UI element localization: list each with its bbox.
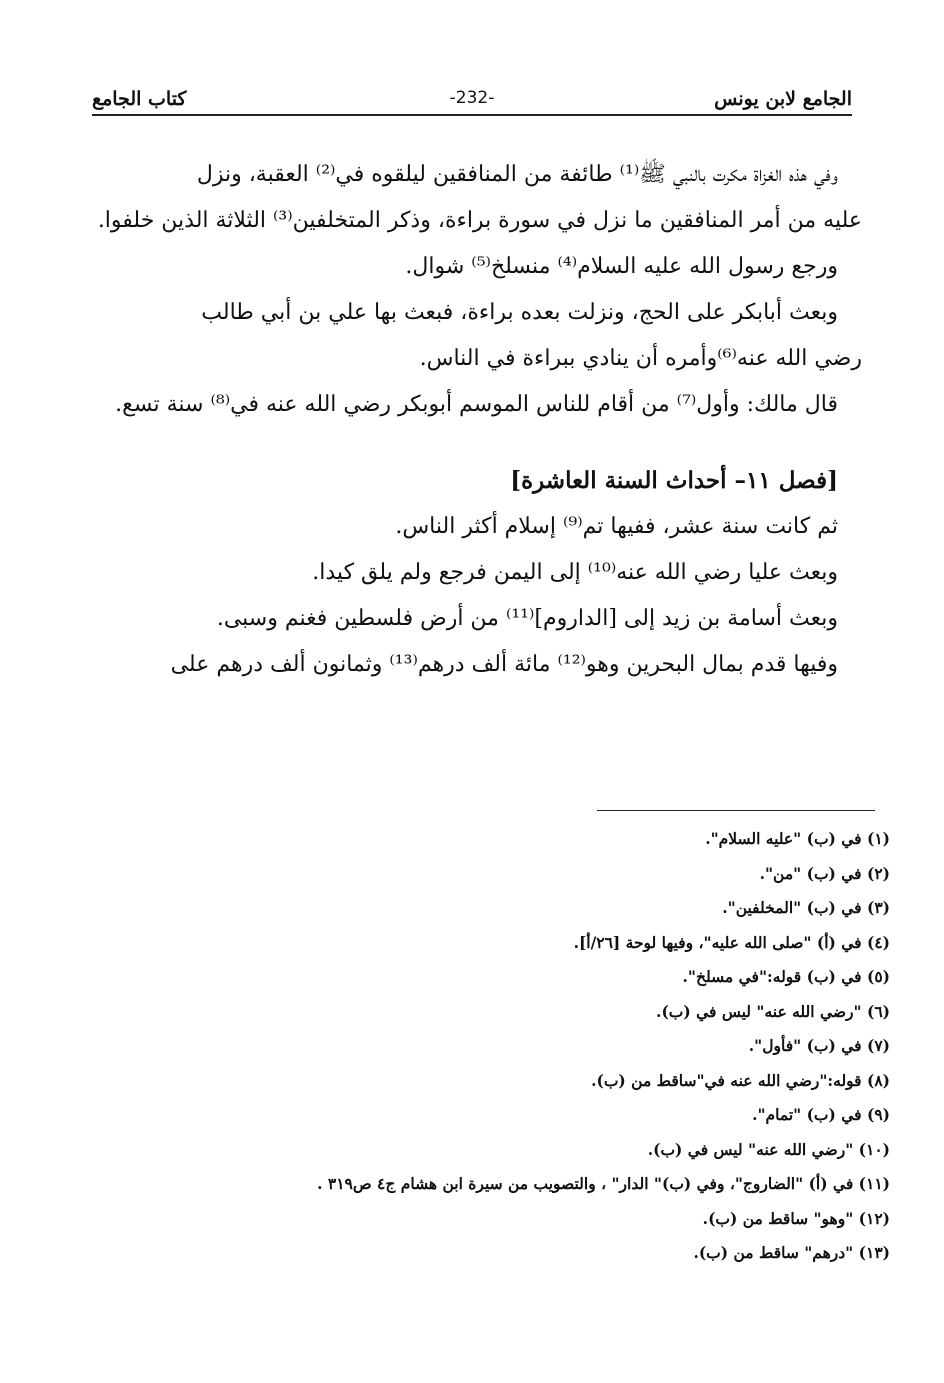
text-line: وبعث عليا رضي الله عنه⁽¹⁰⁾ إلى اليمن فرجع ولم يلق كيدا.	[312, 560, 838, 585]
footnote: (٥) في (ب) قوله:"في مسلخ".	[682, 967, 890, 986]
text-line: رضي الله عنه⁽⁶⁾وأمره أن ينادي ببراءة في الناس.	[419, 346, 862, 371]
footnote: (٧) في (ب) "فأول".	[748, 1036, 890, 1055]
text-line: وبعث أسامة بن زيد إلى [الداروم]⁽¹¹⁾ من أرض فلسطين فغنم وسبى.	[216, 606, 838, 631]
text-line: وفيها قدم بمال البحرين وهو⁽¹²⁾ مائة ألف درهم⁽¹³⁾ وثمانون ألف درهم على	[170, 652, 838, 677]
main-text	[92, 152, 862, 688]
book-section-title: كتاب الجامع	[92, 88, 187, 110]
section-heading: [فصل ١١– أحداث السنة العاشرة]	[510, 467, 838, 494]
footnote-separator	[597, 810, 875, 811]
footnote: (١٣) "درهم" ساقط من (ب).	[693, 1243, 890, 1262]
footnote: (١) في (ب) "عليه السلام".	[705, 829, 890, 848]
footnote: (٤) في (أ) "صلى الله عليه"، وفيها لوحة [٢٦/أ].	[573, 932, 890, 952]
footnotes	[250, 822, 890, 1271]
footnote: (٦) "رضي الله عنه" ليس في (ب).	[656, 1001, 890, 1021]
footnote: (١٠) "رضي الله عنه" ليس في (ب).	[647, 1139, 890, 1159]
footnote: (١٢) "وهو" ساقط من (ب).	[702, 1208, 890, 1228]
page-number: -232-	[449, 88, 495, 108]
text-line: عليه من أمر المنافقين ما نزل في سورة براءة، وذكر المتخلفين⁽³⁾ الثلاثة الذين خلفوا.	[97, 208, 862, 233]
text-line: وبعث أبابكر على الحج، ونزلت بعده براءة، فبعث بها علي بن أبي طالب	[201, 300, 838, 325]
footnote: (٩) في (ب) "تمام".	[752, 1105, 890, 1124]
text-line: ثم كانت سنة عشر، ففيها تم⁽⁹⁾ إسلام أكثر الناس.	[395, 514, 838, 539]
running-title: الجامع لابن يونس	[714, 88, 852, 110]
header-rule	[92, 114, 852, 116]
footnote: (٨) قوله:"رضي الله عنه في"ساقط من (ب).	[591, 1070, 890, 1090]
text-line: ورجع رسول الله عليه السلام⁽⁴⁾ منسلخ⁽⁵⁾ شوال.	[405, 254, 838, 279]
page-header	[92, 84, 852, 116]
footnote: (٣) في (ب) "المخلفين".	[722, 898, 890, 917]
footnote: (١١) في (أ) "الضاروج"، وفي (ب)" الدار" ، والتصويب من سيرة ابن هشام ج٤ ص٣١٩ .	[317, 1174, 890, 1193]
text-line: وفي هذه الغزاة مكرت بالنبي ﷺ⁽¹⁾ طائفة من المنافقين ليلقوه في⁽²⁾ العقبة، ونزل	[196, 162, 838, 187]
footnote: (٢) في (ب) "من".	[759, 863, 890, 883]
text-line: قال مالك: وأول⁽⁷⁾ من أقام للناس الموسم أبوبكر رضي الله عنه في⁽⁸⁾ سنة تسع.	[115, 392, 838, 417]
